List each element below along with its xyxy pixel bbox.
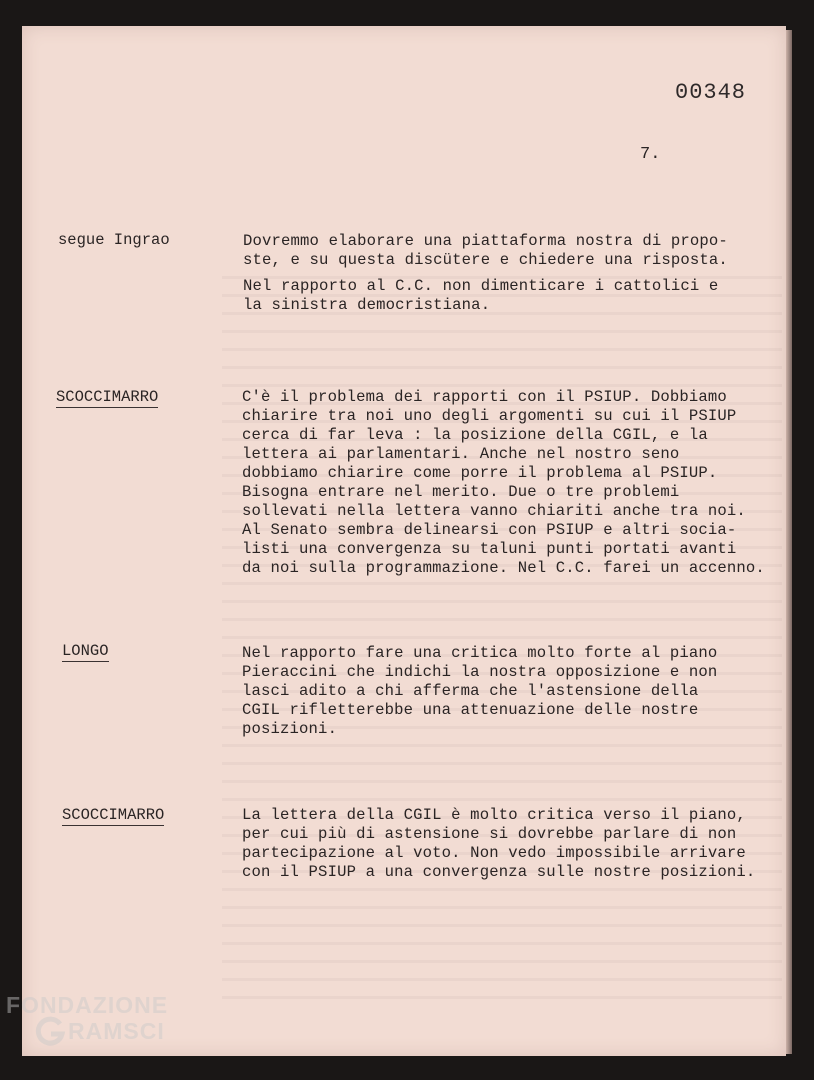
document-number: 00348 [675, 80, 747, 105]
speech-paragraph: La lettera della CGIL è molto critica verso il piano, per cui più di astensione si dovrebbe parlare di non partecipazione al voto. Non vedo impossibile arrivare con il PSIUP a una convergenza sulle nostre posizioni. [242, 806, 756, 881]
speech-paragraph: C'è il problema dei rapporti con il PSIUP. Dobbiamo chiarire tra noi uno degli argomenti su cui il PSIUP cerca di far leva : la posizione della CGIL, e la lettera ai parlamentari. Anche nel nostro seno dobbiamo chiarire come porre il problema al PSIUP. Bisogna entrare nel merito. Due o tre problemi sollevati nella lettera vanno chiariti anche tra noi. Al Senato sembra delinearsi con PSIUP e altri socia- listi una convergenza su taluni punti portati avanti da noi sulla programmazione. Nel C.C. farei un accenno. [242, 388, 765, 577]
bleed-through-text [222, 266, 782, 1006]
page-edge [786, 30, 792, 1054]
speaker-name: SCOCCIMARRO [62, 806, 165, 824]
speaker-name: segue Ingrao [58, 231, 170, 249]
speech-paragraph: Nel rapporto al C.C. non dimenticare i cattolici e la sinistra democristiana. [243, 277, 719, 314]
fondazione-gramsci-watermark [2, 992, 202, 1072]
speech-paragraph: Nel rapporto fare una critica molto forte al piano Pieraccini che indichi la nostra opposizione e non lasci adito a chi afferma che l'astensione della CGIL rifletterebbe una attenuazione delle nostre posizioni. [242, 644, 718, 738]
speaker-name: LONGO [62, 642, 109, 660]
watermark-g-logo-icon [34, 1016, 66, 1048]
page-number: 7. [640, 145, 661, 164]
watermark-line1: FONDAZIONE [6, 992, 169, 1018]
watermark-line2: RAMSCI [68, 1018, 165, 1044]
speech-paragraph: Dovremmo elaborare una piattaforma nostra di propo- ste, e su questa discütere e chiedere una risposta. [243, 232, 728, 269]
speaker-name: SCOCCIMARRO [56, 388, 159, 406]
